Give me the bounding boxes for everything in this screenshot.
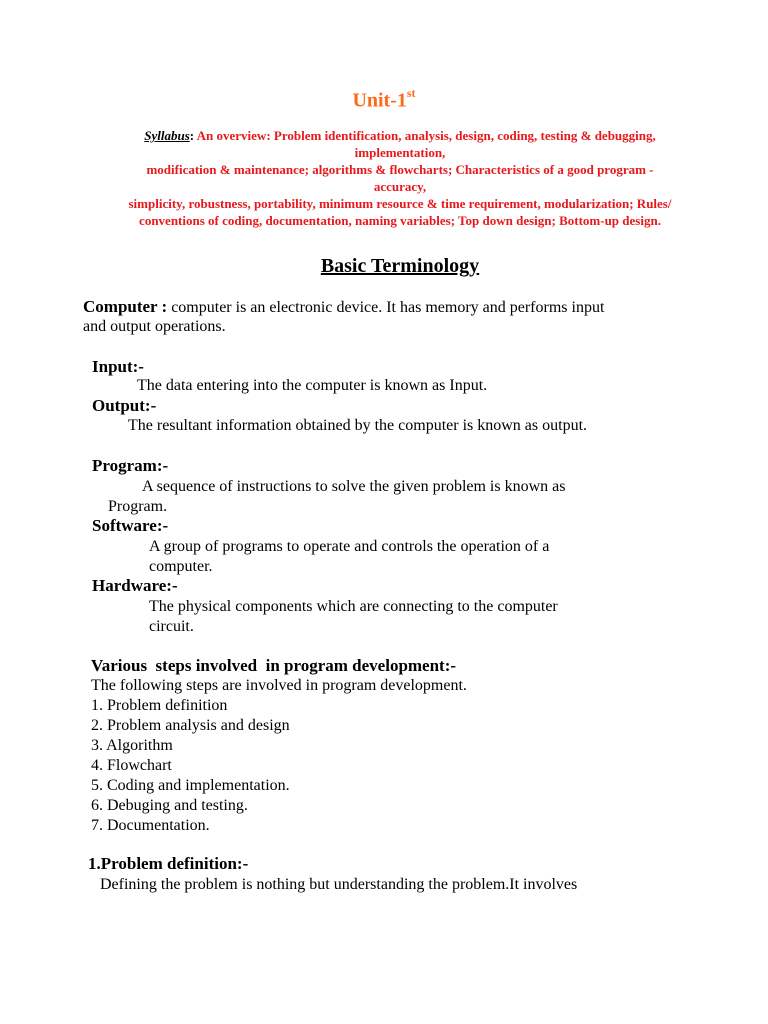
unit-title-text: Unit-1 xyxy=(352,89,407,112)
problem-definition-text: Defining the problem is nothing but understanding the problem.It involves xyxy=(100,876,578,893)
computer-term: Computer : xyxy=(83,297,168,316)
syllabus-text: An overview: Problem identification, analysis, design, coding, testing & debugging, xyxy=(196,128,656,143)
syllabus-line-1 xyxy=(80,127,720,144)
section-heading: Basic Terminology xyxy=(320,255,480,277)
unit-title-superscript: st xyxy=(406,86,416,100)
software-definition-line-2: computer. xyxy=(149,558,213,575)
steps-heading: Various steps involved in program development:- xyxy=(91,656,457,675)
software-definition-line-1: A group of programs to operate and controls the operation of a xyxy=(149,538,550,555)
syllabus-colon: : xyxy=(189,128,195,143)
program-term: Program:- xyxy=(92,456,169,475)
syllabus-line-3: modification & maintenance; algorithms & flowcharts; Characteristics of a good program - xyxy=(146,162,654,177)
program-definition-line-2: Program. xyxy=(108,498,168,515)
unit-title xyxy=(0,88,768,113)
output-definition: The resultant information obtained by the computer is known as output. xyxy=(128,417,588,434)
syllabus-line-5: simplicity, robustness, portability, minimum resource & time requirement, modularization; Rules/ xyxy=(128,196,672,211)
computer-definition-line-1 xyxy=(83,297,604,318)
output-term: Output:- xyxy=(92,396,157,415)
problem-definition-heading: 1.Problem definition:- xyxy=(88,854,249,873)
steps-list-item-1: 1. Problem definition xyxy=(91,697,228,714)
input-term: Input:- xyxy=(92,357,144,376)
steps-list-item-4: 4. Flowchart xyxy=(91,757,172,774)
steps-list-item-3: 3. Algorithm xyxy=(91,737,173,754)
software-term: Software:- xyxy=(92,516,169,535)
syllabus-line-2: implementation, xyxy=(354,145,446,160)
computer-definition: computer is an electronic device. It has memory and performs input xyxy=(171,299,605,316)
hardware-definition-line-2: circuit. xyxy=(149,618,194,635)
syllabus-label: Syllabus xyxy=(144,128,190,143)
steps-list-item-6: 6. Debuging and testing. xyxy=(91,797,248,814)
steps-list-item-7: 7. Documentation. xyxy=(91,817,210,834)
hardware-term: Hardware:- xyxy=(92,576,178,595)
syllabus-block xyxy=(80,127,720,229)
input-definition: The data entering into the computer is known as Input. xyxy=(137,377,488,394)
program-definition-line-1: A sequence of instructions to solve the given problem is known as xyxy=(142,478,566,495)
hardware-definition-line-1: The physical components which are connecting to the computer xyxy=(149,598,558,615)
steps-list-item-2: 2. Problem analysis and design xyxy=(91,717,290,734)
steps-list-item-5: 5. Coding and implementation. xyxy=(91,777,290,794)
steps-intro: The following steps are involved in program development. xyxy=(91,677,467,694)
syllabus-line-4: accuracy, xyxy=(373,179,427,194)
computer-definition-line-2: and output operations. xyxy=(83,318,226,335)
syllabus-line-6: conventions of coding, documentation, naming variables; Top down design; Bottom-up design. xyxy=(139,213,661,228)
